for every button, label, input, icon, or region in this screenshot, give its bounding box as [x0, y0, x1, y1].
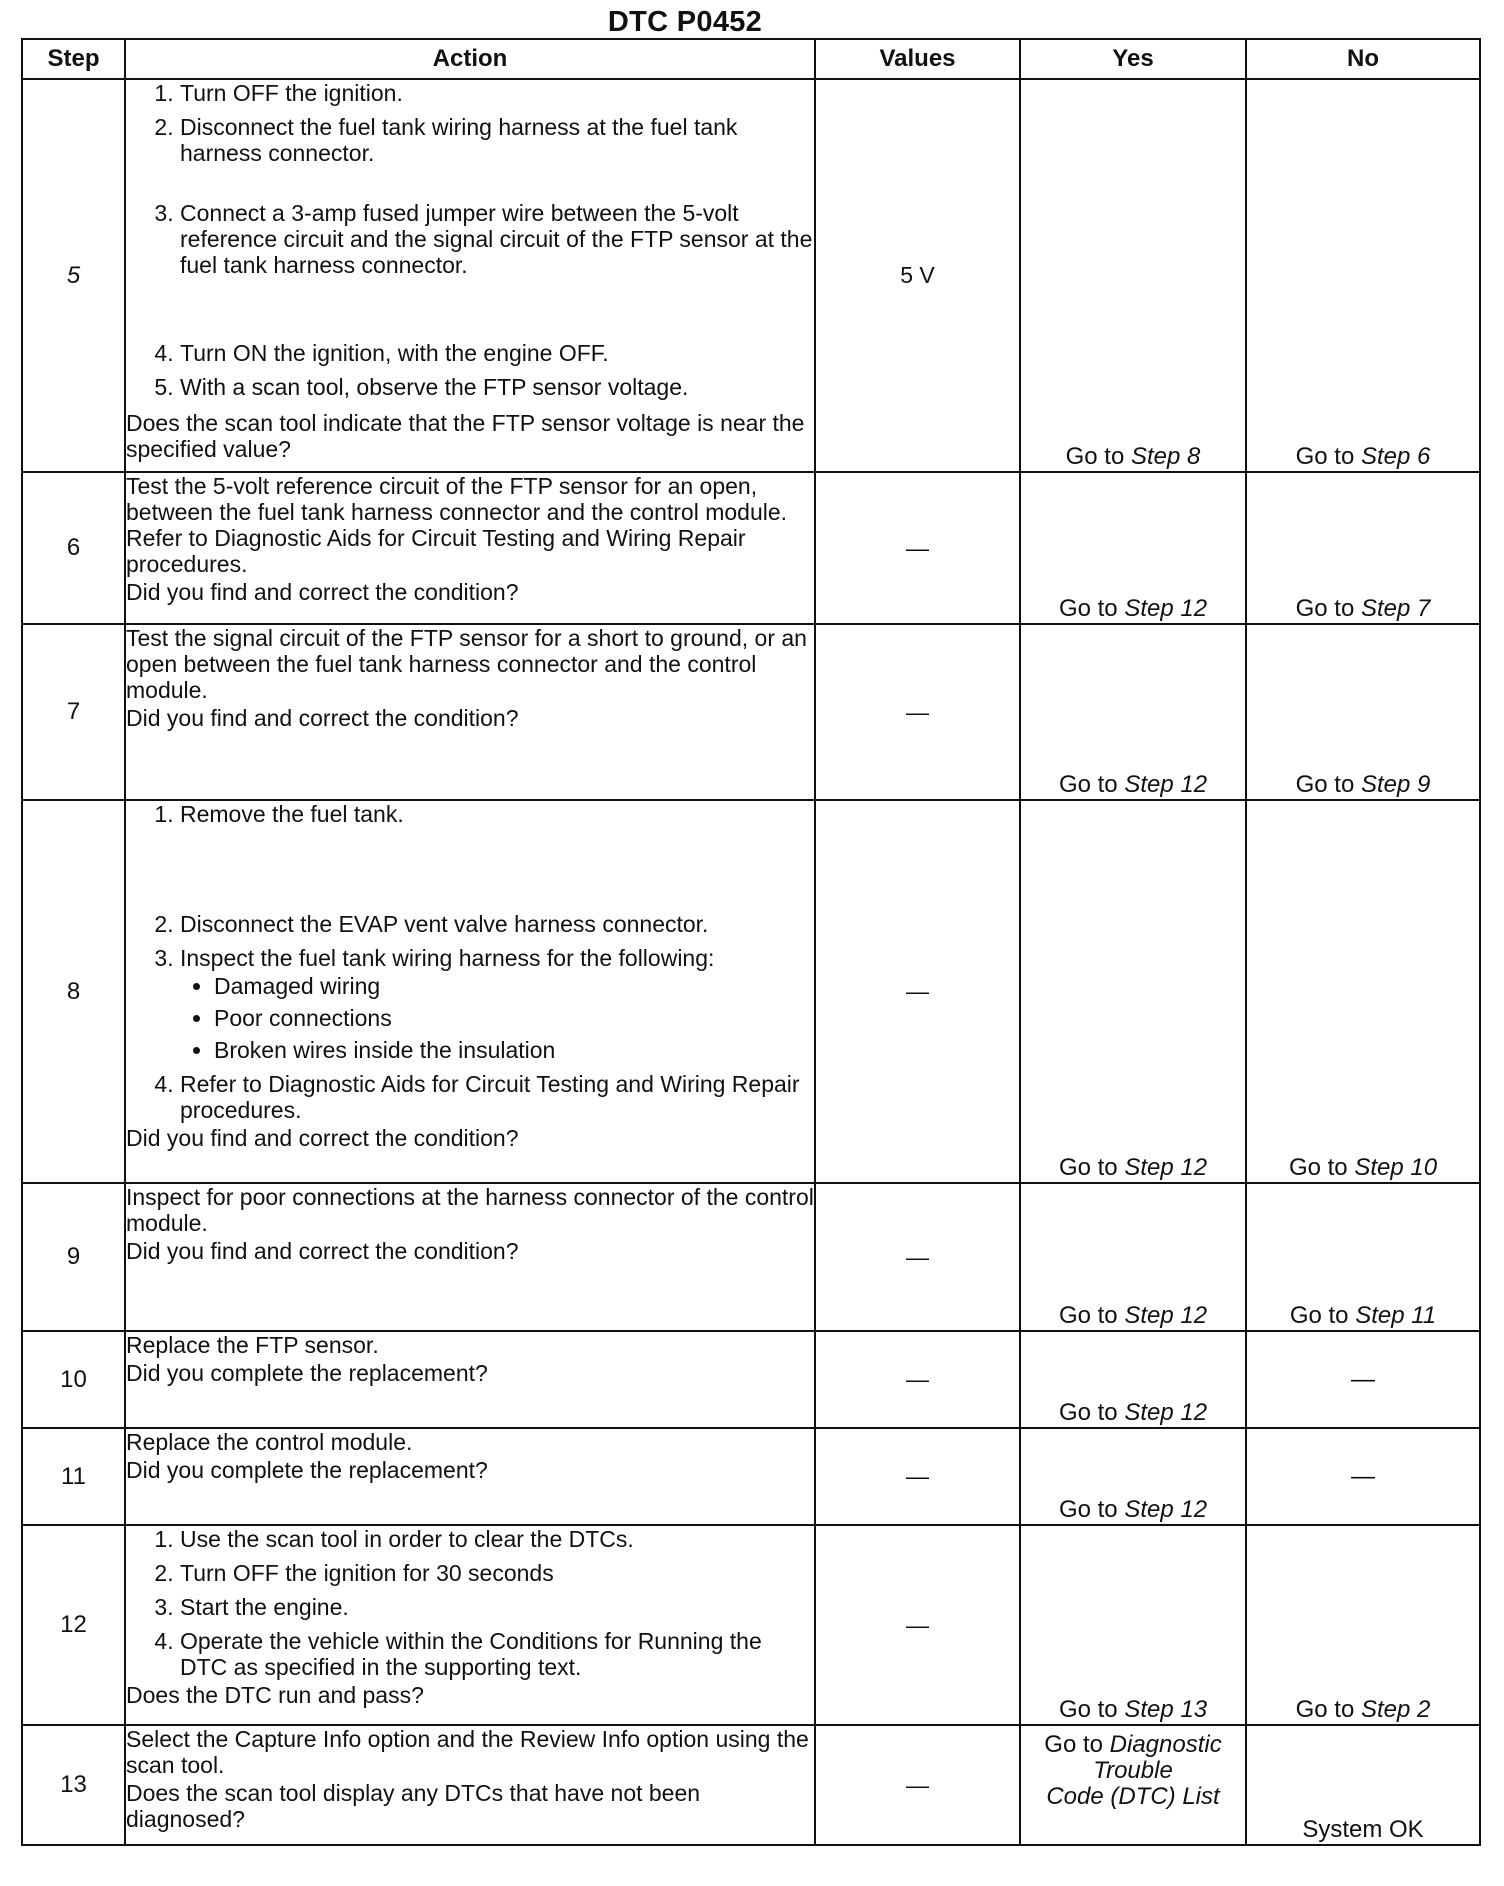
action-question: Did you find and correct the condition? [126, 1238, 519, 1264]
value-cell: — [815, 1725, 1020, 1845]
dtc-list-link-line[interactable]: Trouble [1093, 1757, 1173, 1784]
no-step-link[interactable]: Step 9 [1360, 771, 1431, 798]
go-to-label: Go to [1288, 1154, 1348, 1181]
action-item: 1. Turn OFF the ignition. [180, 80, 814, 106]
bullet-item: • Poor connections [214, 1005, 814, 1031]
go-to-label: Go to [1058, 771, 1118, 798]
yes-cell [1020, 800, 1246, 1183]
no-cell [1246, 1525, 1480, 1725]
go-to-label: Go to [1295, 1696, 1355, 1723]
header-action: Action [125, 39, 815, 79]
action-item: 4. Turn ON the ignition, with the engine OFF. [180, 340, 814, 366]
dtc-list-link-line[interactable]: Diagnostic [1109, 1731, 1222, 1758]
no-step-link[interactable]: Step 7 [1360, 595, 1431, 622]
table-row-step-13 [22, 1725, 1480, 1845]
header-no: No [1246, 39, 1480, 79]
step-number: 10 [22, 1331, 125, 1428]
action-text: Replace the FTP sensor. [126, 1332, 379, 1358]
action-question: Did you find and correct the condition? [126, 579, 519, 605]
no-cell [1246, 1183, 1480, 1331]
inspection-list [180, 973, 814, 1063]
action-text: Select the Capture Info option and the Review Info option using the scan tool. [126, 1726, 809, 1778]
yes-cell [1020, 79, 1246, 472]
table-row-step-6 [22, 472, 1480, 624]
go-to-label: Go to [1065, 443, 1125, 470]
header-step: Step [22, 39, 125, 79]
action-item [180, 945, 814, 1063]
action-cell [125, 624, 815, 800]
action-question: Does the scan tool display any DTCs that have not been diagnosed? [126, 1780, 701, 1832]
action-cell [125, 800, 815, 1183]
yes-step-link[interactable]: Step 12 [1124, 1496, 1208, 1523]
page-title: DTC P0452 [607, 6, 763, 38]
action-cell [125, 1331, 815, 1428]
yes-cell [1020, 1428, 1246, 1525]
value-cell: — [815, 472, 1020, 624]
dtc-list-link-line[interactable]: Code (DTC) List [1046, 1783, 1220, 1810]
yes-cell [1020, 1725, 1246, 1845]
no-cell: — [1246, 1331, 1480, 1428]
action-text: Inspect for poor connections at the harness connector of the control module. [126, 1184, 814, 1236]
step-number: 7 [22, 624, 125, 800]
value-cell: — [815, 1525, 1020, 1725]
value-cell: — [815, 624, 1020, 800]
go-to-label: Go to [1058, 1154, 1118, 1181]
action-cell [125, 472, 815, 624]
action-item: 1. Use the scan tool in order to clear the DTCs. [180, 1526, 814, 1552]
action-item: 2. Turn OFF the ignition for 30 seconds [180, 1560, 814, 1586]
step-number: 11 [22, 1428, 125, 1525]
no-cell: — [1246, 1428, 1480, 1525]
no-step-link[interactable]: Step 6 [1360, 443, 1431, 470]
yes-cell [1020, 1331, 1246, 1428]
header-values: Values [815, 39, 1020, 79]
value-cell: 5 V [815, 79, 1020, 472]
no-cell [1246, 472, 1480, 624]
yes-cell [1020, 624, 1246, 800]
yes-step-link[interactable]: Step 12 [1124, 595, 1208, 622]
header-yes: Yes [1020, 39, 1246, 79]
table-row-step-7 [22, 624, 1480, 800]
action-cell [125, 1183, 815, 1331]
action-question: Did you complete the replacement? [126, 1457, 488, 1483]
table-row-step-12 [22, 1525, 1480, 1725]
step-number: 9 [22, 1183, 125, 1331]
action-item: 3. Start the engine. [180, 1594, 814, 1620]
yes-cell [1020, 1183, 1246, 1331]
action-text: Replace the control module. [126, 1429, 413, 1455]
go-to-label: Go to [1295, 595, 1355, 622]
no-step-link[interactable]: Step 10 [1354, 1154, 1438, 1181]
go-to-label: Go to [1295, 443, 1355, 470]
no-cell: System OK [1246, 1725, 1480, 1845]
go-to-label: Go to [1058, 1302, 1118, 1329]
go-to-label: Go to [1058, 1399, 1118, 1426]
step-number: 8 [22, 800, 125, 1183]
value-cell: — [815, 1183, 1020, 1331]
action-question: Does the scan tool indicate that the FTP sensor voltage is near the specified value? [126, 410, 805, 462]
no-cell [1246, 624, 1480, 800]
action-item: 2. Disconnect the fuel tank wiring harness at the fuel tank harness connector. [180, 114, 814, 166]
value-cell: — [815, 800, 1020, 1183]
header-row [22, 39, 1480, 79]
bullet-item: • Broken wires inside the insulation [214, 1037, 814, 1063]
action-item: 4. Refer to Diagnostic Aids for Circuit Testing and Wiring Repair procedures. [180, 1071, 814, 1123]
action-item-text: Inspect the fuel tank wiring harness for the following: [180, 945, 715, 971]
no-step-link[interactable]: Step 11 [1355, 1302, 1437, 1329]
table-row-step-5 [22, 79, 1480, 472]
action-item: 1. Remove the fuel tank. [180, 801, 814, 827]
action-cell [125, 1725, 815, 1845]
go-to-label: Go to [1044, 1731, 1103, 1758]
action-cell [125, 79, 815, 472]
table-row-step-8 [22, 800, 1480, 1183]
action-text: Test the signal circuit of the FTP sensor for a short to ground, or an open between the fuel tank harness connector and the control module. [126, 625, 807, 703]
no-cell [1246, 79, 1480, 472]
go-to-label: Go to [1058, 1496, 1118, 1523]
action-item: 4. Operate the vehicle within the Conditions for Running the DTC as specified in the supporting text. [180, 1628, 814, 1680]
yes-step-link[interactable]: Step 12 [1124, 771, 1208, 798]
table-row-step-11 [22, 1428, 1480, 1525]
value-cell: — [815, 1428, 1020, 1525]
action-steps [126, 1526, 814, 1680]
step-number: 12 [22, 1525, 125, 1725]
go-to-label: Go to [1295, 771, 1355, 798]
yes-step-link[interactable]: Step 8 [1130, 443, 1201, 470]
step-number: 5 [22, 79, 125, 472]
go-to-label: Go to [1058, 1696, 1118, 1723]
yes-cell [1020, 472, 1246, 624]
yes-step-link[interactable]: Step 13 [1124, 1696, 1208, 1723]
action-steps [126, 80, 814, 408]
action-question: Did you find and correct the condition? [126, 1125, 519, 1151]
action-question: Did you find and correct the condition? [126, 705, 519, 731]
table-row-step-10 [22, 1331, 1480, 1428]
value-cell: — [815, 1331, 1020, 1428]
bullet-item: • Damaged wiring [214, 973, 814, 999]
action-question: Did you complete the replacement? [126, 1360, 488, 1386]
action-item: 3. Connect a 3-amp fused jumper wire between the 5-volt reference circuit and the signal circuit of the FTP sensor at the fuel tank harness connector. [180, 200, 814, 278]
go-to-label: Go to [1289, 1302, 1349, 1329]
no-step-link[interactable]: Step 2 [1360, 1696, 1431, 1723]
no-cell [1246, 800, 1480, 1183]
step-number: 6 [22, 472, 125, 624]
action-question: Does the DTC run and pass? [126, 1682, 424, 1708]
yes-step-link[interactable]: Step 12 [1124, 1302, 1208, 1329]
go-to-label: Go to [1058, 595, 1118, 622]
diagnostic-table [21, 38, 1481, 1846]
action-cell [125, 1428, 815, 1525]
yes-cell [1020, 1525, 1246, 1725]
action-item: 5. With a scan tool, observe the FTP sensor voltage. [180, 374, 814, 400]
table-row-step-9 [22, 1183, 1480, 1331]
action-cell [125, 1525, 815, 1725]
action-steps [126, 801, 814, 1123]
action-text: Test the 5-volt reference circuit of the FTP sensor for an open, between the fuel tank harness connector and the control module. Refer to Diagnostic Aids for Circuit Testing and Wiring Repair procedures. [126, 473, 788, 577]
action-item: 2. Disconnect the EVAP vent valve harness connector. [180, 911, 814, 937]
yes-step-link[interactable]: Step 12 [1124, 1399, 1208, 1426]
step-number: 13 [22, 1725, 125, 1845]
yes-step-link[interactable]: Step 12 [1124, 1154, 1208, 1181]
